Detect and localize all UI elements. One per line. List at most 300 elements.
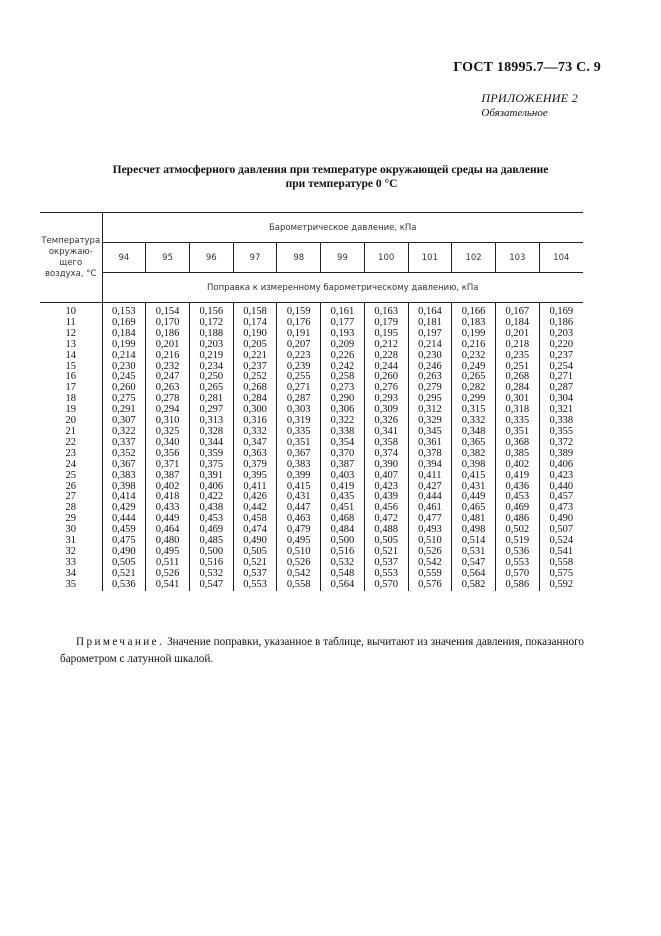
correction-cell: 0,406 xyxy=(539,460,583,471)
correction-cell: 0,440 xyxy=(539,482,583,493)
table-row xyxy=(40,471,583,482)
temperature-cell: 17 xyxy=(40,383,102,394)
correction-cell: 0,234 xyxy=(189,362,233,373)
correction-cell: 0,221 xyxy=(233,351,277,362)
correction-cell: 0,486 xyxy=(495,514,539,525)
correction-cell: 0,307 xyxy=(112,415,136,427)
correction-cell: 0,411 xyxy=(408,471,452,482)
correction-cell: 0,355 xyxy=(539,427,583,438)
correction-cell: 0,156 xyxy=(189,307,233,318)
correction-cell: 0,456 xyxy=(364,503,408,514)
correction-cell: 0,479 xyxy=(277,525,321,536)
correction-cell: 0,514 xyxy=(452,536,496,547)
correction-cell: 0,521 xyxy=(364,547,408,558)
correction-cell: 0,536 xyxy=(112,578,136,590)
correction-cell: 0,423 xyxy=(364,482,408,493)
pressure-column-header: 96 xyxy=(189,243,233,273)
correction-cell: 0,480 xyxy=(146,536,190,547)
correction-cell: 0,177 xyxy=(321,318,365,329)
correction-cell: 0,169 xyxy=(539,307,583,318)
correction-cell: 0,542 xyxy=(408,558,452,569)
correction-cell: 0,344 xyxy=(189,438,233,449)
correction-cell: 0,475 xyxy=(112,535,136,547)
correction-cell: 0,265 xyxy=(189,383,233,394)
temperature-cell: 22 xyxy=(40,438,102,449)
correction-cell: 0,399 xyxy=(277,471,321,482)
correction-cell: 0,235 xyxy=(495,351,539,362)
correction-cell: 0,159 xyxy=(277,307,321,318)
correction-cell: 0,521 xyxy=(233,558,277,569)
temperature-cell: 25 xyxy=(40,471,102,482)
correction-cell: 0,239 xyxy=(277,362,321,373)
correction-cell: 0,374 xyxy=(364,449,408,460)
table-title-line1: Пересчет атмосферного давления при температуре окружающей среды на давление xyxy=(112,164,549,176)
correction-cell: 0,223 xyxy=(277,351,321,362)
table-row xyxy=(40,580,583,591)
correction-cell: 0,402 xyxy=(146,482,190,493)
correction-header: Поправка к измеренному барометрическому давлению, кПа xyxy=(102,273,583,303)
correction-cell: 0,347 xyxy=(233,438,277,449)
correction-cell: 0,230 xyxy=(408,351,452,362)
correction-cell: 0,402 xyxy=(495,460,539,471)
correction-cell: 0,310 xyxy=(146,416,190,427)
correction-cell: 0,214 xyxy=(112,349,136,361)
correction-cell: 0,284 xyxy=(495,383,539,394)
correction-cell: 0,287 xyxy=(539,383,583,394)
correction-cell: 0,313 xyxy=(189,416,233,427)
correction-cell: 0,524 xyxy=(539,536,583,547)
correction-cell: 0,326 xyxy=(364,416,408,427)
correction-cell: 0,232 xyxy=(452,351,496,362)
correction-cell: 0,490 xyxy=(233,536,277,547)
correction-cell: 0,383 xyxy=(112,469,136,481)
correction-cell: 0,265 xyxy=(452,372,496,383)
correction-cell: 0,337 xyxy=(112,436,136,448)
correction-cell: 0,352 xyxy=(112,447,136,459)
correction-cell: 0,195 xyxy=(364,329,408,340)
table-row xyxy=(40,340,583,351)
correction-cell: 0,169 xyxy=(112,316,136,328)
correction-cell: 0,284 xyxy=(233,394,277,405)
correction-cell: 0,495 xyxy=(277,536,321,547)
correction-cell: 0,473 xyxy=(539,503,583,514)
correction-cell: 0,365 xyxy=(452,438,496,449)
temperature-cell: 20 xyxy=(40,416,102,427)
correction-cell: 0,570 xyxy=(364,580,408,591)
appendix-label: ПРИЛОЖЕНИЕ 2 xyxy=(481,91,578,105)
correction-cell: 0,547 xyxy=(452,558,496,569)
correction-cell: 0,451 xyxy=(321,503,365,514)
correction-cell: 0,367 xyxy=(277,449,321,460)
correction-cell: 0,218 xyxy=(495,340,539,351)
correction-cell: 0,459 xyxy=(112,524,136,536)
correction-cell: 0,490 xyxy=(539,514,583,525)
correction-cell: 0,394 xyxy=(408,460,452,471)
correction-cell: 0,542 xyxy=(277,569,321,580)
correction-cell: 0,435 xyxy=(321,492,365,503)
correction-cell: 0,354 xyxy=(321,438,365,449)
correction-cell: 0,254 xyxy=(539,362,583,373)
pressure-column-header: 101 xyxy=(408,243,452,273)
temperature-cell: 31 xyxy=(40,536,102,547)
correction-cell: 0,431 xyxy=(452,482,496,493)
correction-cell: 0,163 xyxy=(364,307,408,318)
correction-cell: 0,199 xyxy=(452,329,496,340)
correction-cell: 0,474 xyxy=(233,525,277,536)
correction-cell: 0,216 xyxy=(452,340,496,351)
correction-cell: 0,306 xyxy=(321,405,365,416)
correction-cell: 0,510 xyxy=(408,536,452,547)
temperature-cell: 10 xyxy=(40,307,102,318)
correction-cell: 0,335 xyxy=(277,427,321,438)
correction-cell: 0,414 xyxy=(112,491,136,503)
correction-cell: 0,558 xyxy=(539,558,583,569)
temperature-cell: 23 xyxy=(40,449,102,460)
correction-cell: 0,332 xyxy=(233,427,277,438)
correction-cell: 0,387 xyxy=(321,460,365,471)
correction-cell: 0,209 xyxy=(321,340,365,351)
correction-cell: 0,174 xyxy=(233,318,277,329)
correction-cell: 0,245 xyxy=(112,371,136,383)
temperature-header-line: Температура xyxy=(41,235,101,246)
correction-cell: 0,363 xyxy=(233,449,277,460)
pressure-columns-row xyxy=(40,243,583,273)
temperature-header xyxy=(40,213,102,303)
correction-cell: 0,251 xyxy=(495,362,539,373)
correction-cell: 0,553 xyxy=(233,580,277,591)
correction-cell: 0,301 xyxy=(495,394,539,405)
correction-cell: 0,335 xyxy=(495,416,539,427)
correction-cell: 0,418 xyxy=(146,492,190,503)
correction-cell: 0,505 xyxy=(364,536,408,547)
correction-cell: 0,558 xyxy=(277,580,321,591)
correction-cell: 0,378 xyxy=(408,449,452,460)
correction-cell: 0,500 xyxy=(189,547,233,558)
correction-cell: 0,564 xyxy=(321,580,365,591)
temperature-cell: 19 xyxy=(40,405,102,416)
correction-cell: 0,411 xyxy=(233,482,277,493)
correction-cell: 0,197 xyxy=(408,329,452,340)
correction-cell: 0,564 xyxy=(452,569,496,580)
correction-cell: 0,461 xyxy=(408,503,452,514)
correction-cell: 0,429 xyxy=(112,502,136,514)
correction-cell: 0,201 xyxy=(495,329,539,340)
correction-cell: 0,190 xyxy=(233,329,277,340)
correction-cell: 0,263 xyxy=(146,383,190,394)
correction-cell: 0,438 xyxy=(189,503,233,514)
correction-cell: 0,582 xyxy=(452,580,496,591)
correction-cell: 0,316 xyxy=(233,416,277,427)
table-title-line2: при температуре 0 °С xyxy=(285,178,398,190)
temperature-cell: 26 xyxy=(40,482,102,493)
correction-cell: 0,219 xyxy=(189,351,233,362)
correction-cell: 0,498 xyxy=(452,525,496,536)
correction-cell: 0,382 xyxy=(452,449,496,460)
correction-cell: 0,181 xyxy=(408,318,452,329)
correction-cell: 0,356 xyxy=(146,449,190,460)
correction-cell: 0,303 xyxy=(277,405,321,416)
correction-cell: 0,319 xyxy=(277,416,321,427)
correction-cell: 0,484 xyxy=(321,525,365,536)
temperature-header-line: воздуха, °С xyxy=(45,268,97,279)
correction-cell: 0,186 xyxy=(146,329,190,340)
correction-cell: 0,553 xyxy=(364,569,408,580)
correction-cell: 0,468 xyxy=(321,514,365,525)
table-body xyxy=(40,303,583,591)
correction-cell: 0,477 xyxy=(408,514,452,525)
correction-cell: 0,351 xyxy=(495,427,539,438)
correction-cell: 0,199 xyxy=(112,338,136,350)
correction-cell: 0,526 xyxy=(277,558,321,569)
correction-cell: 0,318 xyxy=(495,405,539,416)
correction-cell: 0,406 xyxy=(189,482,233,493)
correction-cell: 0,290 xyxy=(321,394,365,405)
appendix-block xyxy=(481,91,578,121)
correction-cell: 0,220 xyxy=(539,340,583,351)
temperature-cell: 21 xyxy=(40,427,102,438)
correction-table xyxy=(40,212,583,591)
correction-cell: 0,472 xyxy=(364,514,408,525)
correction-cell: 0,230 xyxy=(112,360,136,372)
correction-cell: 0,203 xyxy=(189,340,233,351)
correction-cell: 0,368 xyxy=(495,438,539,449)
correction-cell: 0,398 xyxy=(112,480,136,492)
correction-cell: 0,167 xyxy=(495,307,539,318)
pressure-header: Барометрическое давление, кПа xyxy=(102,213,583,243)
pressure-column-header: 98 xyxy=(277,243,321,273)
correction-cell: 0,232 xyxy=(146,362,190,373)
temperature-cell: 29 xyxy=(40,514,102,525)
correction-cell: 0,295 xyxy=(408,394,452,405)
correction-cell: 0,422 xyxy=(189,492,233,503)
correction-cell: 0,279 xyxy=(408,383,452,394)
correction-cell: 0,184 xyxy=(495,318,539,329)
correction-cell: 0,304 xyxy=(539,394,583,405)
pressure-column-header: 100 xyxy=(364,243,408,273)
table-title xyxy=(0,163,661,191)
correction-cell: 0,505 xyxy=(112,556,136,568)
correction-cell: 0,166 xyxy=(452,307,496,318)
correction-cell: 0,444 xyxy=(408,492,452,503)
temperature-cell: 34 xyxy=(40,569,102,580)
correction-cell: 0,193 xyxy=(321,329,365,340)
correction-cell: 0,447 xyxy=(277,503,321,514)
correction-cell: 0,379 xyxy=(233,460,277,471)
temperature-cell: 18 xyxy=(40,394,102,405)
correction-cell: 0,531 xyxy=(452,547,496,558)
correction-cell: 0,371 xyxy=(146,460,190,471)
correction-cell: 0,275 xyxy=(112,393,136,405)
correction-cell: 0,526 xyxy=(146,569,190,580)
correction-cell: 0,442 xyxy=(233,503,277,514)
correction-cell: 0,299 xyxy=(452,394,496,405)
correction-cell: 0,500 xyxy=(321,536,365,547)
table-row xyxy=(40,460,583,471)
correction-cell: 0,526 xyxy=(408,547,452,558)
temperature-cell: 12 xyxy=(40,329,102,340)
temperature-cell: 13 xyxy=(40,340,102,351)
temperature-cell: 27 xyxy=(40,492,102,503)
correction-cell: 0,575 xyxy=(539,569,583,580)
correction-cell: 0,287 xyxy=(277,394,321,405)
correction-cell: 0,271 xyxy=(539,372,583,383)
correction-cell: 0,338 xyxy=(321,427,365,438)
correction-cell: 0,322 xyxy=(321,416,365,427)
correction-cell: 0,453 xyxy=(189,514,233,525)
temperature-header-line: щего xyxy=(59,257,83,268)
correction-cell: 0,297 xyxy=(189,405,233,416)
correction-cell: 0,263 xyxy=(408,372,452,383)
correction-cell: 0,469 xyxy=(189,525,233,536)
correction-cell: 0,255 xyxy=(277,372,321,383)
correction-cell: 0,493 xyxy=(408,525,452,536)
correction-cell: 0,519 xyxy=(495,536,539,547)
correction-cell: 0,488 xyxy=(364,525,408,536)
correction-cell: 0,226 xyxy=(321,351,365,362)
correction-cell: 0,415 xyxy=(277,482,321,493)
temperature-cell: 30 xyxy=(40,525,102,536)
correction-cell: 0,453 xyxy=(495,492,539,503)
correction-cell: 0,312 xyxy=(408,405,452,416)
correction-cell: 0,332 xyxy=(452,416,496,427)
correction-cell: 0,170 xyxy=(146,318,190,329)
correction-cell: 0,322 xyxy=(112,425,136,437)
correction-cell: 0,237 xyxy=(233,362,277,373)
correction-cell: 0,246 xyxy=(408,362,452,373)
correction-cell: 0,341 xyxy=(364,427,408,438)
appendix-status: Обязательное xyxy=(481,107,548,119)
correction-cell: 0,294 xyxy=(146,405,190,416)
correction-cell: 0,370 xyxy=(321,449,365,460)
correction-cell: 0,359 xyxy=(189,449,233,460)
correction-cell: 0,485 xyxy=(189,536,233,547)
correction-cell: 0,252 xyxy=(233,372,277,383)
correction-cell: 0,436 xyxy=(495,482,539,493)
correction-cell: 0,536 xyxy=(495,547,539,558)
correction-cell: 0,502 xyxy=(495,525,539,536)
correction-cell: 0,186 xyxy=(539,318,583,329)
correction-cell: 0,375 xyxy=(189,460,233,471)
pressure-column-header: 95 xyxy=(146,243,190,273)
correction-cell: 0,278 xyxy=(146,394,190,405)
correction-cell: 0,345 xyxy=(408,427,452,438)
pressure-column-header: 97 xyxy=(233,243,277,273)
correction-cell: 0,249 xyxy=(452,362,496,373)
correction-cell: 0,505 xyxy=(233,547,277,558)
correction-cell: 0,164 xyxy=(408,307,452,318)
correction-cell: 0,300 xyxy=(233,405,277,416)
correction-cell: 0,444 xyxy=(112,513,136,525)
correction-cell: 0,260 xyxy=(364,372,408,383)
correction-cell: 0,216 xyxy=(146,351,190,362)
correction-cell: 0,188 xyxy=(189,329,233,340)
correction-cell: 0,361 xyxy=(408,438,452,449)
correction-cell: 0,457 xyxy=(539,492,583,503)
temperature-cell: 33 xyxy=(40,558,102,569)
correction-cell: 0,282 xyxy=(452,383,496,394)
correction-cell: 0,293 xyxy=(364,394,408,405)
correction-cell: 0,242 xyxy=(321,362,365,373)
correction-cell: 0,495 xyxy=(146,547,190,558)
correction-cell: 0,415 xyxy=(452,471,496,482)
correction-cell: 0,176 xyxy=(277,318,321,329)
correction-cell: 0,228 xyxy=(364,351,408,362)
correction-cell: 0,510 xyxy=(277,547,321,558)
correction-cell: 0,398 xyxy=(452,460,496,471)
correction-cell: 0,570 xyxy=(495,569,539,580)
correction-cell: 0,403 xyxy=(321,471,365,482)
correction-cell: 0,351 xyxy=(277,438,321,449)
correction-cell: 0,372 xyxy=(539,438,583,449)
correction-cell: 0,258 xyxy=(321,372,365,383)
page-header: ГОСТ 18995.7—73 С. 9 xyxy=(453,60,601,75)
correction-cell: 0,184 xyxy=(112,327,136,339)
correction-cell: 0,276 xyxy=(364,383,408,394)
correction-cell: 0,507 xyxy=(539,525,583,536)
correction-cell: 0,328 xyxy=(189,427,233,438)
correction-cell: 0,158 xyxy=(233,307,277,318)
correction-cell: 0,541 xyxy=(539,547,583,558)
correction-cell: 0,423 xyxy=(539,471,583,482)
correction-cell: 0,214 xyxy=(408,340,452,351)
correction-cell: 0,325 xyxy=(146,427,190,438)
note-label: Примечание. xyxy=(76,636,165,648)
correction-cell: 0,547 xyxy=(189,580,233,591)
correction-cell: 0,273 xyxy=(321,383,365,394)
pressure-column-header: 104 xyxy=(539,243,583,273)
correction-cell: 0,153 xyxy=(112,306,136,317)
temperature-cell: 14 xyxy=(40,351,102,362)
correction-cell: 0,172 xyxy=(189,318,233,329)
correction-cell: 0,309 xyxy=(364,405,408,416)
correction-cell: 0,433 xyxy=(146,503,190,514)
correction-cell: 0,203 xyxy=(539,329,583,340)
temperature-cell: 15 xyxy=(40,362,102,373)
correction-cell: 0,389 xyxy=(539,449,583,460)
correction-cell: 0,212 xyxy=(364,340,408,351)
temperature-cell: 11 xyxy=(40,318,102,329)
correction-cell: 0,431 xyxy=(277,492,321,503)
correction-cell: 0,521 xyxy=(112,567,136,579)
correction-cell: 0,532 xyxy=(189,569,233,580)
correction-cell: 0,449 xyxy=(146,514,190,525)
correction-cell: 0,516 xyxy=(321,547,365,558)
correction-cell: 0,358 xyxy=(364,438,408,449)
correction-cell: 0,161 xyxy=(321,307,365,318)
pressure-column-header: 99 xyxy=(321,243,365,273)
correction-cell: 0,427 xyxy=(408,482,452,493)
correction-cell: 0,321 xyxy=(539,405,583,416)
correction-cell: 0,291 xyxy=(112,404,136,416)
correction-cell: 0,205 xyxy=(233,340,277,351)
correction-cell: 0,385 xyxy=(495,449,539,460)
correction-cell: 0,367 xyxy=(112,458,136,470)
correction-cell: 0,244 xyxy=(364,362,408,373)
correction-cell: 0,395 xyxy=(233,471,277,482)
temperature-header-line: окружаю- xyxy=(48,246,93,257)
correction-cell: 0,464 xyxy=(146,525,190,536)
correction-cell: 0,179 xyxy=(364,318,408,329)
note-text: Значение поправки, указанное в таблице, вычитают из значения давления, показанного барометром с латунной шкалой. xyxy=(60,636,584,665)
correction-cell: 0,537 xyxy=(233,569,277,580)
temperature-cell: 16 xyxy=(40,372,102,383)
correction-cell: 0,338 xyxy=(539,416,583,427)
correction-cell: 0,191 xyxy=(277,329,321,340)
correction-cell: 0,247 xyxy=(146,372,190,383)
correction-cell: 0,271 xyxy=(277,383,321,394)
correction-cell: 0,553 xyxy=(495,558,539,569)
correction-cell: 0,586 xyxy=(495,580,539,591)
